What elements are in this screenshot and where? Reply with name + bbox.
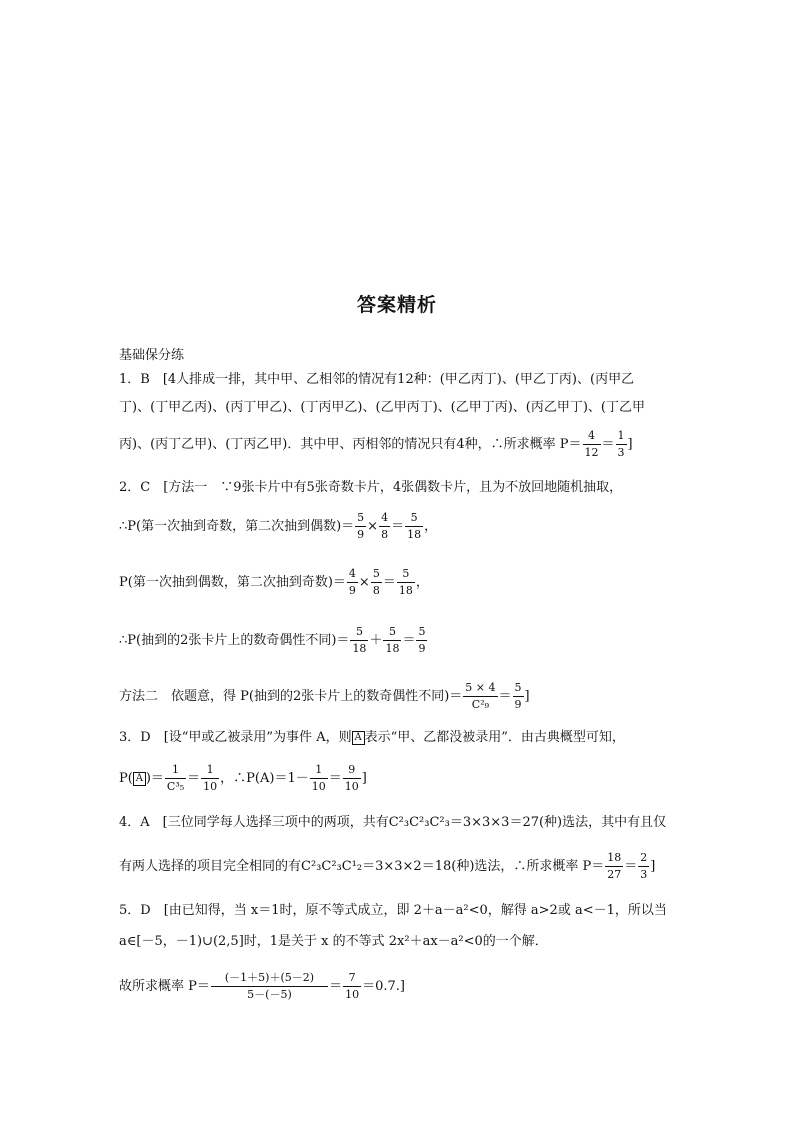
numerator: 5 [397, 566, 415, 583]
q2-line-4 [119, 624, 679, 657]
fraction [513, 680, 524, 713]
q4-line-1: 4．A [三位同学每人选择三项中的两项，共有C²₃C²₃C²₃＝3×3×3＝27(种)选法，其中有且仅 [119, 815, 667, 830]
q1-line-2: 丁)、(丁甲乙丙)、(丙丁甲乙)、(丁丙甲乙)、(乙甲丙丁)、(乙甲丁丙)、(丙乙甲丁)、(丁乙甲 [119, 400, 646, 415]
denominator: 5－(－5) [247, 988, 292, 1001]
equals: ＝ [402, 633, 416, 648]
q2-line-3 [119, 566, 679, 599]
numerator: 4 [347, 566, 358, 583]
denominator: 10 [203, 780, 218, 793]
fraction [350, 624, 368, 657]
numerator: 5 [513, 680, 524, 697]
q4-line-2-text: 有两人选择的项目完全相同的有C²₃C²₃C¹₂＝3×3×2＝18(种)选法，∴所求概率 P＝ [119, 859, 605, 874]
fraction [355, 510, 366, 543]
page-title: 答案精析 [356, 294, 437, 316]
fraction [343, 762, 361, 795]
close-bracket: ] [650, 859, 656, 874]
numerator: 5 [416, 624, 427, 641]
numerator: 1 [201, 762, 219, 779]
denominator: 9 [418, 642, 426, 655]
denominator: 3 [640, 868, 648, 881]
q3-line-2-mid: ，∴P(A)＝1－ [220, 771, 309, 786]
numerator: 5 [355, 510, 366, 527]
numerator: 1 [165, 762, 186, 779]
denominator: 10 [345, 988, 360, 1001]
p-close: )＝ [145, 771, 164, 786]
times: × [367, 519, 379, 534]
q1-line-3-text: 丙)、(丙丁乙甲)、(丁丙乙甲)．其中甲、丙相邻的情况只有4种，∴所求概率 P＝ [119, 437, 582, 452]
q2-line-2-text: ∴P(第一次抽到奇数，第二次抽到偶数)＝ [119, 519, 355, 534]
complement-symbol: A [352, 731, 365, 745]
denominator: 27 [607, 868, 622, 881]
q3-line-2 [119, 762, 679, 795]
denominator: C²₉ [471, 698, 490, 711]
denominator: 9 [357, 528, 365, 541]
denominator: 18 [385, 642, 400, 655]
equals: ＝ [329, 979, 343, 994]
q1-line-3 [119, 428, 679, 461]
denominator: 10 [311, 780, 326, 793]
q2-line-2 [119, 510, 679, 543]
fraction [405, 510, 423, 543]
complement-symbol: A [133, 772, 146, 786]
q3-line-1 [119, 730, 679, 746]
fraction [310, 762, 328, 795]
denominator: 8 [372, 584, 380, 597]
numerator: 7 [343, 970, 361, 987]
denominator: 18 [352, 642, 367, 655]
numerator: 5 [405, 510, 423, 527]
denominator: C³₅ [166, 780, 185, 793]
q4-line-2 [119, 850, 679, 883]
numerator: 18 [605, 850, 623, 867]
denominator: 12 [584, 446, 599, 459]
fraction [371, 566, 382, 599]
equals: ＝ [624, 859, 638, 874]
comma: ， [424, 519, 438, 534]
fraction [347, 566, 358, 599]
fraction [211, 970, 328, 1003]
denominator: 8 [381, 528, 389, 541]
numerator: 5 × 4 [463, 680, 497, 697]
fraction [397, 566, 415, 599]
numerator: 1 [310, 762, 328, 779]
times: × [358, 575, 370, 590]
fraction [383, 624, 401, 657]
numerator: 1 [616, 428, 627, 445]
fraction [638, 850, 649, 883]
q1-line-1: 1．B [4人排成一排，其中甲、乙相邻的情况有12种：(甲乙丙丁)、(甲乙丁丙)、(丙甲乙 [119, 372, 635, 387]
numerator: 4 [379, 510, 390, 527]
fraction [201, 762, 219, 795]
q5-line-3 [119, 970, 679, 1003]
numerator: (－1＋5)＋(5－2) [211, 970, 328, 987]
numerator: 2 [638, 850, 649, 867]
fraction [463, 680, 497, 713]
equals: ＝ [328, 771, 342, 786]
fraction [379, 510, 390, 543]
denominator: 3 [617, 446, 625, 459]
close-bracket: ] [627, 437, 633, 452]
q5-line-1: 5．D [由已知得，当 x＝1时，原不等式成立，即 2＋a－a²<0，解得 a>2或 a<－1，所以当 [119, 903, 667, 918]
plus: ＋ [369, 633, 383, 648]
q1-fraction-1 [583, 428, 601, 461]
equals: ＝ [601, 437, 615, 452]
q5-tail: ＝0.7.] [362, 979, 405, 994]
q1-fraction-2 [616, 428, 627, 461]
numerator: 5 [383, 624, 401, 641]
fraction [416, 624, 427, 657]
numerator: 9 [343, 762, 361, 779]
close-bracket: ] [361, 771, 367, 786]
equals: ＝ [391, 519, 405, 534]
numerator: 5 [371, 566, 382, 583]
q2-line-5 [119, 680, 679, 713]
q2-line-1: 2．C [方法一 ∵9张卡片中有5张奇数卡片，4张偶数卡片，且为不放回地随机抽取， [119, 480, 623, 495]
q2-line-4-text: ∴P(抽到的2张卡片上的数奇偶性不同)＝ [119, 633, 350, 648]
q3-line-1-tail: 表示“甲、乙都没被录用”．由古典概型可知， [364, 730, 625, 745]
comma: ， [415, 575, 429, 590]
numerator: 5 [350, 624, 368, 641]
p-open: P( [119, 771, 133, 786]
fraction [343, 970, 361, 1003]
section-heading: 基础保分练 [119, 348, 185, 363]
denominator: 18 [407, 528, 422, 541]
q2-line-5-text: 方法二 依题意，得 P(抽到的2张卡片上的数奇偶性不同)＝ [119, 689, 463, 704]
fraction [605, 850, 623, 883]
equals: ＝ [382, 575, 396, 590]
denominator: 9 [514, 698, 522, 711]
denominator: 10 [344, 780, 359, 793]
equals: ＝ [187, 771, 201, 786]
equals: ＝ [498, 689, 512, 704]
numerator: 4 [583, 428, 601, 445]
denominator: 9 [348, 584, 356, 597]
q3-line-1-text: 3．D [设“甲或乙被录用”为事件 A，则 [119, 730, 352, 745]
q5-line-3-text: 故所求概率 P＝ [119, 979, 210, 994]
fraction [165, 762, 186, 795]
denominator: 18 [398, 584, 413, 597]
q2-line-3-text: P(第一次抽到偶数，第二次抽到奇数)＝ [119, 575, 346, 590]
close-bracket: ] [524, 689, 530, 704]
q5-line-2: a∈[－5，－1)∪(2,5]时，1是关于 x 的不等式 2x²＋ax－a²<0的一个解． [119, 934, 548, 949]
